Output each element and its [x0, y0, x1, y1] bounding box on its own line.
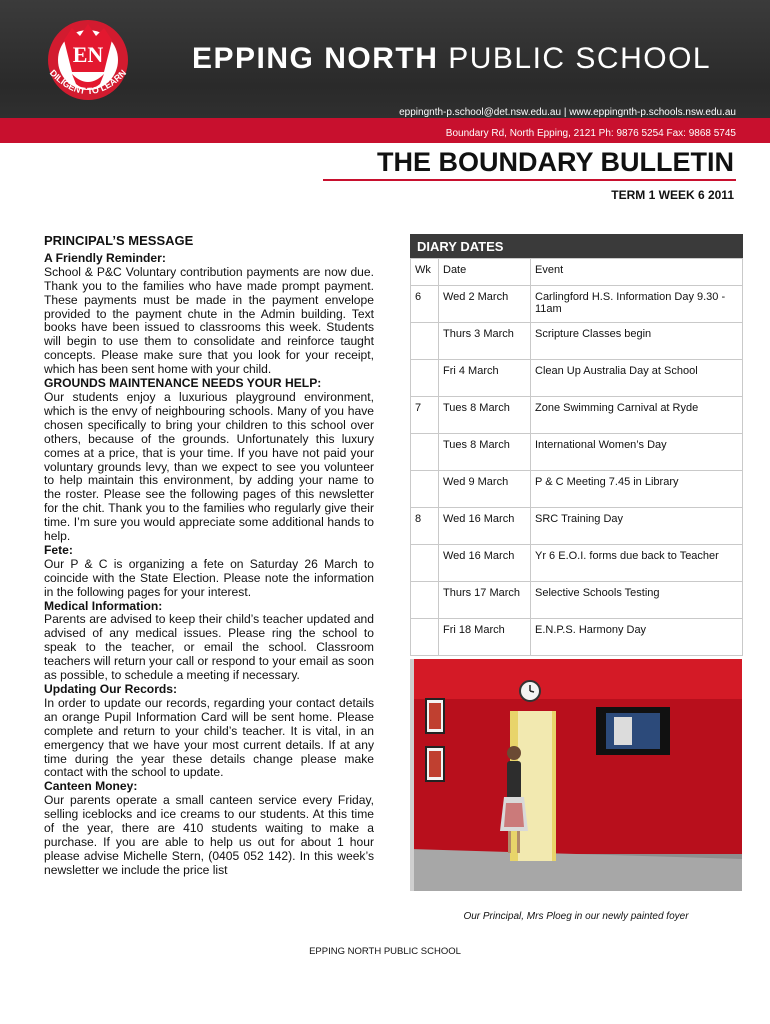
photo-caption: Our Principal, Mrs Ploeg in our newly painted foyer: [463, 911, 689, 922]
col-header-wk: Wk: [411, 259, 439, 286]
section-text: Parents are advised to keep their child’s teacher updated and advised of any medical issues. Please ring the school to speak to the teacher, or email the school. Classroom teachers will return your call or respond to your email as soon as possible, to schedule a meeting if necessary.: [44, 612, 374, 683]
foyer-photo: [410, 659, 742, 891]
section-text: Our P & C is organizing a fete on Saturday 26 March to coincide with the State Election. Please note the information in the following pages for your interest.: [44, 556, 374, 599]
page-footer: EPPING NORTH PUBLIC SCHOOL: [309, 946, 461, 957]
cell-wk: [411, 434, 439, 471]
cell-date: Wed 16 March: [439, 545, 531, 582]
logo-text-bottom: TO LEARN: [86, 67, 129, 97]
principal-heading: PRINCIPAL’S MESSAGE: [44, 233, 194, 248]
cell-event: P & C Meeting 7.45 in Library: [531, 471, 743, 508]
cell-event: Yr 6 E.O.I. forms due back to Teacher: [531, 545, 743, 582]
col-header-date: Date: [439, 259, 531, 286]
table-row: [411, 508, 743, 545]
section-heading: Updating Our Records:: [44, 682, 178, 696]
cell-event: SRC Training Day: [531, 508, 743, 545]
section-heading: GROUNDS MAINTENANCE NEEDS YOUR HELP:: [44, 376, 322, 391]
table-row: [411, 286, 743, 323]
cell-date: Wed 2 March: [439, 286, 531, 323]
cell-wk: 8: [411, 508, 439, 545]
school-name-light: PUBLIC SCHOOL: [448, 42, 712, 75]
cell-wk: 7: [411, 397, 439, 434]
bulletin-title: THE BOUNDARY BULLETIN: [377, 147, 734, 177]
cell-date: Tues 8 March: [439, 434, 531, 471]
cell-wk: [411, 471, 439, 508]
cell-event: Zone Swimming Carnival at Ryde: [531, 397, 743, 434]
title-rule: [323, 179, 736, 181]
cell-date: Fri 4 March: [439, 360, 531, 397]
section-text: In order to update our records, regarding your contact details an orange Pupil Information Card will be sent home. Please complete and return to your child’s teacher. It is vital, in an emergency that we have your most current details. If at any time during the year these details change please make contact with the school to update.: [44, 695, 374, 780]
section-heading: Medical Information:: [44, 598, 163, 613]
logo-text-top: DILIGENT: [47, 67, 87, 96]
section-text: Our parents operate a small canteen service every Friday, selling iceblocks and ice creams to our students. At this time of the year, there are 410 students waiting to make a purchase. If you are able to help us out for about 1 hour please advise Michelle Stern, (0405 052 142). In this week’s newsletter we include the price list: [44, 793, 374, 877]
cell-date: Wed 16 March: [439, 508, 531, 545]
cell-wk: [411, 619, 439, 656]
term-label: TERM 1 WEEK 6 2011: [611, 188, 734, 202]
diary-table: [410, 258, 743, 656]
cell-wk: 6: [411, 286, 439, 323]
contact-address: Boundary Rd, North Epping, 2121 Ph: 9876 5254 Fax: 9868 5745: [445, 128, 736, 139]
cell-date: Tues 8 March: [439, 397, 531, 434]
table-row: [411, 619, 743, 656]
section-text: Our students enjoy a luxurious playground environment, which is the envy of neighbouring schools. Many of you have chosen specifically to bring your children to this school over others, because of the grounds. Unfortunately this luxury comes at a price, that is your time. If you have not paid your voluntary grounds levy, than we expect to see you volunteer to help maintain this environment, by adding your name to the roster. Please see the following pages of this newsletter for the chit. Thank you to the families who regularly give their time. I’m sure you would appreciate some additional hands to help.: [44, 389, 374, 544]
cell-wk: [411, 323, 439, 360]
contact-email[interactable]: eppingnth-p.school@det.nsw.edu.au | www.eppingnth-p.schools.nsw.edu.au: [399, 107, 736, 118]
cell-wk: [411, 360, 439, 397]
school-name: [192, 42, 711, 76]
table-row: [411, 360, 743, 397]
cell-event: Clean Up Australia Day at School: [531, 360, 743, 397]
table-row: [411, 434, 743, 471]
cell-wk: [411, 582, 439, 619]
cell-event: E.N.P.S. Harmony Day: [531, 619, 743, 656]
diary-dates: [410, 234, 743, 656]
table-row: [411, 397, 743, 434]
col-header-event: Event: [531, 259, 743, 286]
section-text: School & P&C Voluntary contribution payments are now due. Thank you to the families who have made prompt payment. These payments must be made in the payment envelope provided to the payment chute in the Admin building. Text books have been issued to classrooms this week. Students will begin to use them to consolidate and reinforce taught concepts. Please make sure that you look for your receipt, which has been sent home with your child.: [44, 264, 374, 377]
cell-date: Wed 9 March: [439, 471, 531, 508]
table-row: [411, 545, 743, 582]
cell-event: International Women’s Day: [531, 434, 743, 471]
section-heading: Canteen Money:: [44, 779, 138, 794]
cell-date: Fri 18 March: [439, 619, 531, 656]
school-logo: [34, 12, 142, 112]
diary-heading: DIARY DATES: [410, 234, 743, 258]
section-heading: Fete:: [44, 542, 73, 557]
cell-wk: [411, 545, 439, 582]
section-heading: A Friendly Reminder:: [44, 250, 166, 265]
table-row: [411, 582, 743, 619]
cell-event: Scripture Classes begin: [531, 323, 743, 360]
principal-message: [44, 234, 374, 878]
cell-date: Thurs 3 March: [439, 323, 531, 360]
logo-initials: EN: [72, 42, 104, 67]
table-header-row: [411, 259, 743, 286]
cell-event: Selective Schools Testing: [531, 582, 743, 619]
school-name-bold: EPPING NORTH: [192, 42, 439, 75]
cell-event: Carlingford H.S. Information Day 9.30 - 11am: [531, 286, 743, 323]
cell-date: Thurs 17 March: [439, 582, 531, 619]
table-row: [411, 471, 743, 508]
table-row: [411, 323, 743, 360]
